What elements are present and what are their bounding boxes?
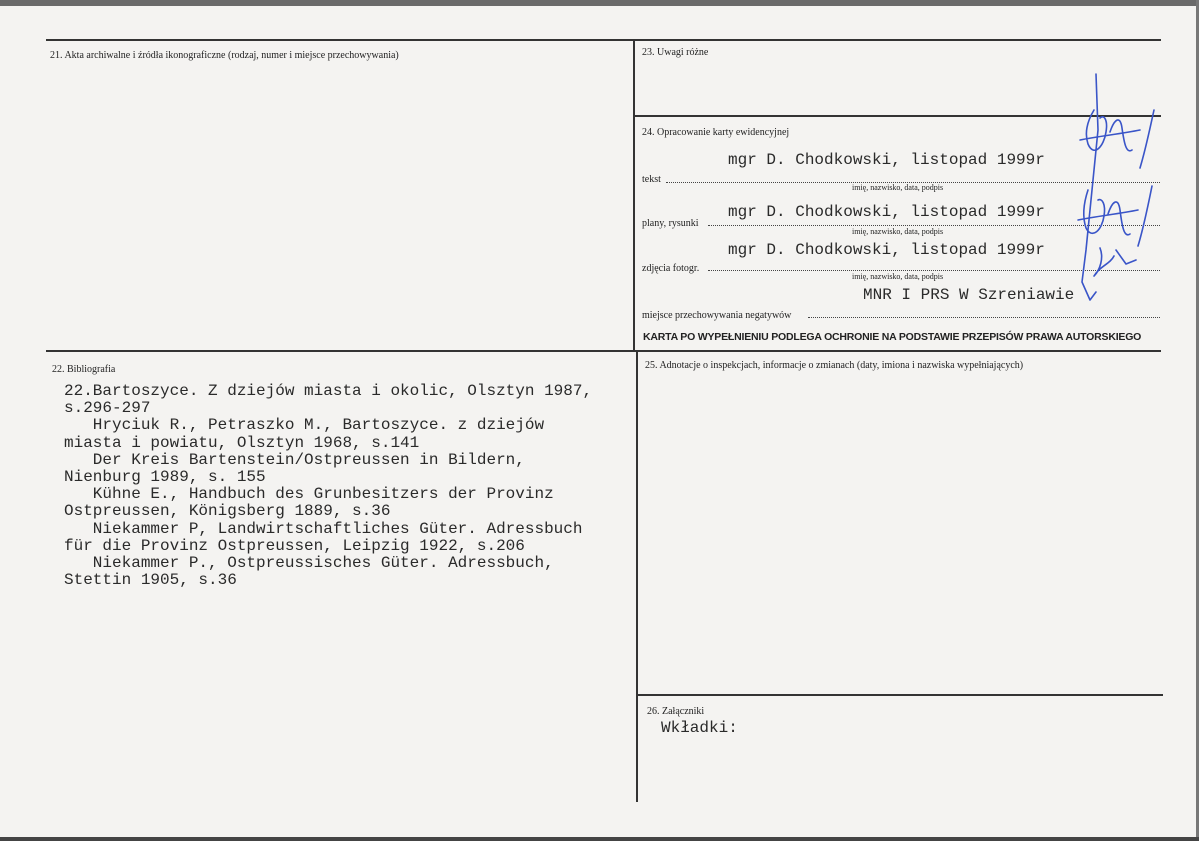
bibliography-line: miasta i powiatu, Olsztyn 1968, s.141 [64, 433, 420, 452]
bibliography-line: Der Kreis Bartenstein/Ostpreussen in Bildern, [64, 450, 525, 469]
bibliography-line: Niekammer P, Landwirtschaftliches Güter. Adressbuch [64, 519, 583, 538]
upper-divider [633, 39, 635, 352]
section-25-label: 25. Adnotacje o inspekcjach, informacje o zmianach (daty, imiona i nazwiska wypełniających) [645, 360, 1024, 371]
section-23-label: 23. Uwagi różne [642, 47, 709, 58]
bibliography-line: für die Provinz Ostpreussen, Leipzig 1922, s.206 [64, 536, 525, 555]
bibliography-line: Kühne E., Handbuch des Grunbesitzers der Provinz [64, 485, 554, 504]
section-26-label: 26. Załączniki [647, 706, 705, 717]
photos-row-caption: imię, nazwisko, data, podpis [852, 272, 944, 281]
handwritten-signature-icon [1060, 70, 1170, 310]
photos-author-value: mgr D. Chodkowski, listopad 1999r [728, 241, 1045, 259]
lower-divider [636, 352, 638, 802]
negatives-location-value: MNR I PRS W Szreniawie [863, 286, 1075, 304]
section-21-label: 21. Akta archiwalne i źródła ikonograficzne (rodzaj, numer i miejsce przechowywania) [50, 50, 399, 61]
bibliography-list [64, 383, 634, 589]
attachments-value: Wkładki: [661, 719, 738, 737]
copyright-notice: KARTA PO WYPEŁNIENIU PODLEGA OCHRONIE NA PODSTAWIE PRZEPISÓW PRAWA AUTORSKIEGO [643, 331, 1142, 343]
bibliography-line: Nienburg 1989, s. 155 [64, 468, 266, 487]
text-author-value: mgr D. Chodkowski, listopad 1999r [728, 151, 1045, 169]
middle-border [46, 350, 1161, 352]
text-row-caption: imię, nazwisko, data, podpis [852, 183, 944, 192]
drawings-author-value: mgr D. Chodkowski, listopad 1999r [728, 203, 1045, 221]
bibliography-line: Stettin 1905, s.36 [64, 571, 237, 590]
drawings-row-label: plany, rysunki [642, 218, 699, 229]
top-border [46, 39, 1161, 41]
s26-top-border [637, 694, 1163, 696]
bibliography-line: s.296-297 [64, 399, 151, 418]
section-24-label: 24. Opracowanie karty ewidencyjnej [642, 127, 790, 138]
section-22-label: 22. Bibliografia [52, 364, 116, 375]
bibliography-line: Niekammer P., Ostpreussisches Güter. Adressbuch, [64, 554, 554, 573]
drawings-row-caption: imię, nazwisko, data, podpis [852, 227, 944, 236]
bibliography-line: Ostpreussen, Königsberg 1889, s.36 [64, 502, 391, 521]
photos-row-label: zdjęcia fotogr. [642, 263, 700, 274]
scan-edge-top [0, 0, 1199, 6]
negatives-location-label: miejsce przechowywania negatywów [642, 310, 792, 321]
scan-edge-bottom [0, 837, 1199, 841]
bibliography-line: 22.Bartoszyce. Z dziejów miasta i okolic, Olsztyn 1987, [64, 382, 593, 400]
bibliography-line: Hryciuk R., Petraszko M., Bartoszyce. z dziejów [64, 416, 545, 435]
negatives-dotted-line [808, 317, 1160, 318]
text-row-label: tekst [642, 174, 661, 185]
